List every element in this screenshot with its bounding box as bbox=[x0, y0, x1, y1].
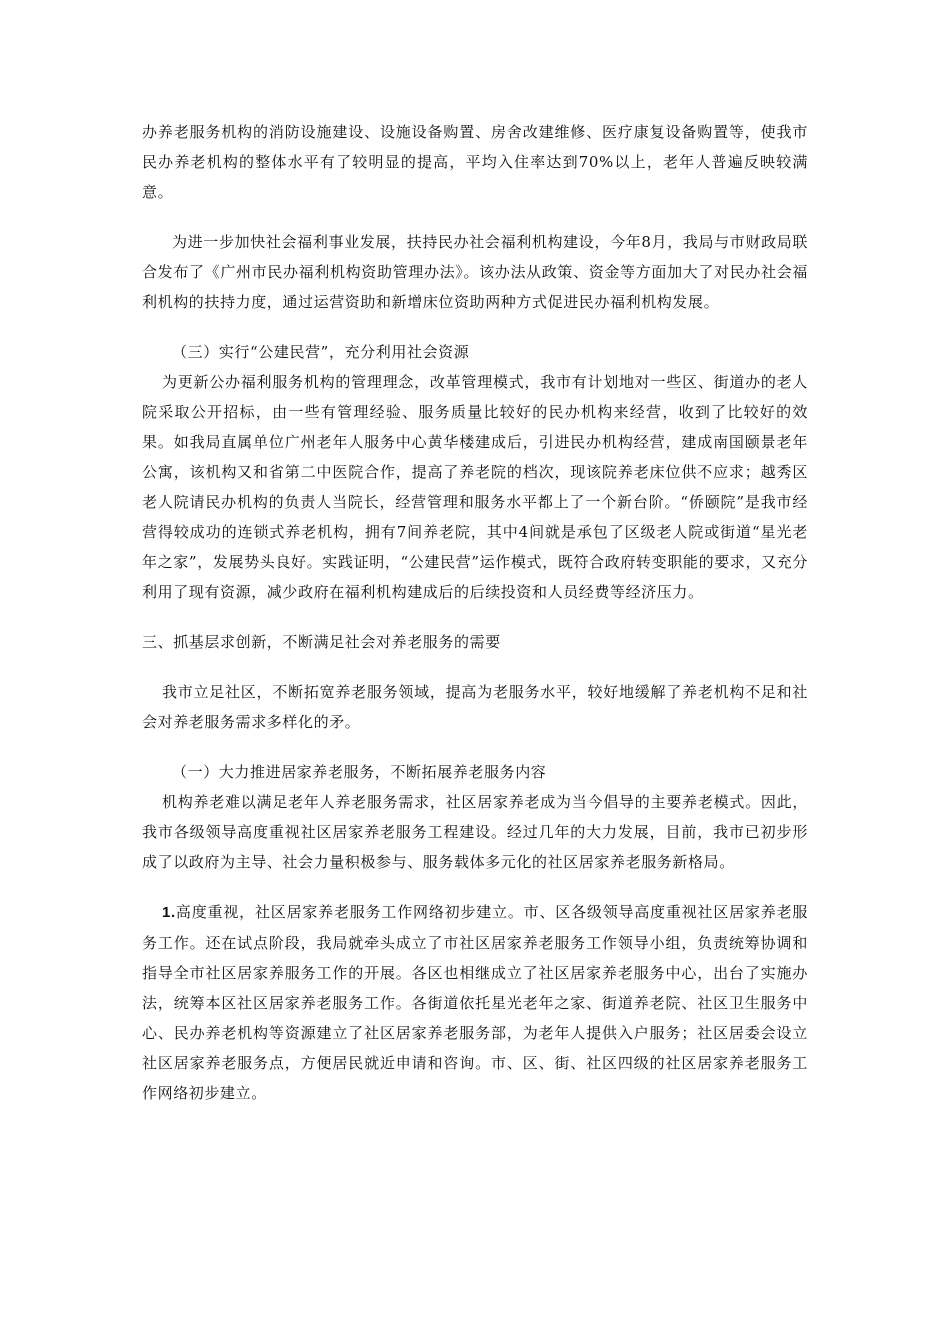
subheading-home-care: （一）大力推进居家养老服务，不断拓展养老服务内容 bbox=[172, 763, 547, 781]
subheading-public-private: （三）实行“公建民营”，充分利用社会资源 bbox=[172, 343, 470, 361]
section-heading-community: 三、抓基层求创新，不断满足社会对养老服务的需要 bbox=[142, 633, 501, 651]
paragraph-subsidy-measures: 为进一步加快社会福利事业发展，扶持民办社会福利机构建设，今年8月，我局与市财政局联合发布了《广州市民办福利机构资助管理办法》。该办法从政策、资金等方面加大了对民办社会福利机构的扶持力度，通过运营资助和新增床位资助两种方式促进民办福利机构发展。 bbox=[142, 233, 808, 311]
document-body bbox=[142, 117, 808, 1108]
paragraph-home-care: 机构养老难以满足老年人养老服务需求，社区居家养老成为当今倡导的主要养老模式。因此，我市各级领导高度重视社区居家养老服务工程建设。经过几年的大力发展，目前，我市已初步形成了以政府为主导、社会力量积极参与、服务载体多元化的社区居家养老服务新格局。 bbox=[142, 793, 808, 871]
list-item-text: 高度重视，社区居家养老服务工作网络初步建立。市、区各级领导高度重视社区居家养老服务工作。还在试点阶段，我局就牵头成立了市社区居家养老服务工作领导小组，负责统筹协调和指导全市社区居家养服务工作的开展。各区也相继成立了社区居家养老服务中心，出台了实施办法，统筹本区社区居家养老服务工作。各街道依托星光老年之家、街道养老院、社区卫生服务中心、民办养老机构等资源建立了社区居家养老服务部，为老年人提供入户服务；社区居委会设立社区居家养老服务点，方便居民就近申请和咨询。市、区、街、社区四级的社区居家养老服务工作网络初步建立。 bbox=[142, 903, 808, 1102]
paragraph-public-private: 为更新公办福利服务机构的管理理念，改革管理模式，我市有计划地对一些区、街道办的老人院采取公开招标，由一些有管理经验、服务质量比较好的民办机构来经营，收到了比较好的效果。如我局直属单位广州老年人服务中心黄华楼建成后，引进民办机构经营，建成南国颐景老年公寓，该机构又和省第二中医院合作，提高了养老院的档次，现该院养老床位供不应求；越秀区老人院请民办机构的负责人当院长，经营管理和服务水平都上了一个新台阶。“侨颐院”是我市经营得较成功的连锁式养老机构，拥有7间养老院，其中4间就是承包了区级老人院或街道“星光老年之家”，发展势头良好。实践证明，“公建民营”运作模式，既符合政府转变职能的要求，又充分利用了现有资源，减少政府在福利机构建成后的后续投资和人员经费等经济压力。 bbox=[142, 373, 808, 601]
list-item-number: 1. bbox=[162, 904, 176, 921]
paragraph-subsidy-results: 办养老服务机构的消防设施建设、设施设备购置、房舍改建维修、医疗康复设备购置等，使我市民办养老机构的整体水平有了较明显的提高，平均入住率达到70%以上，老年人普遍反映较满意。 bbox=[142, 123, 808, 201]
list-item-network bbox=[142, 897, 808, 1108]
paragraph-community-intro: 我市立足社区，不断拓宽养老服务领域，提高为老服务水平，较好地缓解了养老机构不足和社会对养老服务需求多样化的矛。 bbox=[142, 683, 808, 731]
